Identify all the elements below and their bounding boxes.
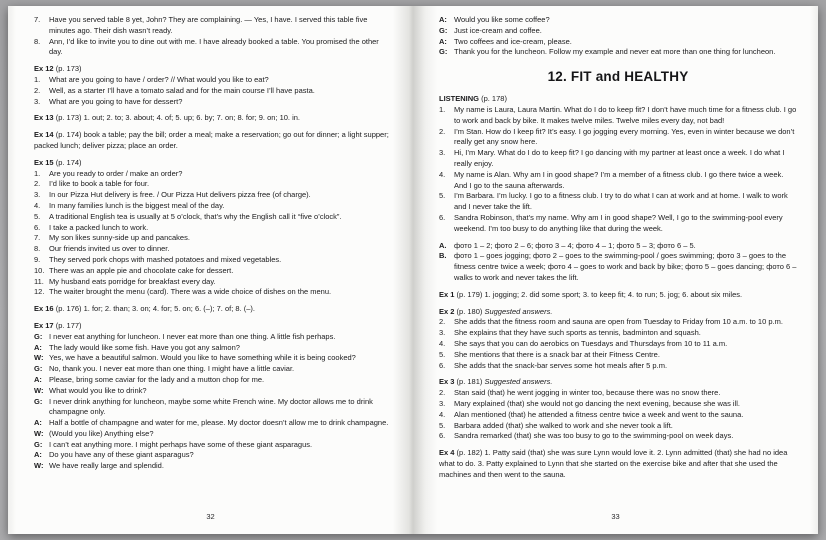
item-number: 9. bbox=[34, 254, 41, 264]
body-text: Two coffees and ice-cream, please. bbox=[454, 36, 572, 46]
list-item bbox=[34, 15, 392, 37]
speaker-label: G: bbox=[34, 331, 43, 341]
dialog-line bbox=[34, 343, 392, 354]
list-item bbox=[439, 421, 797, 432]
item-number: 4. bbox=[439, 338, 446, 348]
item-number: 2. bbox=[439, 317, 446, 327]
item-number: 12. bbox=[34, 287, 45, 297]
body-text: (p. 173) 1. out; 2. to; 3. about; 4. of; 5. up; 6. by; 7. on; 8. for; 9. on; 10. in. bbox=[53, 113, 301, 123]
bold-text: Ex 13 bbox=[34, 113, 54, 123]
list-item bbox=[439, 350, 797, 361]
body-text: She says that you can do aerobics on Tuesdays and Thursdays from 10 to 11 a.m. bbox=[454, 338, 728, 348]
item-number: 10. bbox=[34, 265, 45, 275]
body-text: We have really large and splendid. bbox=[49, 461, 164, 471]
list-item bbox=[34, 266, 392, 277]
body-text: The waiter brought the menu (card). There was a wide choice of dishes on the menu. bbox=[49, 287, 332, 297]
list-item bbox=[439, 361, 797, 372]
body-text: Sandra Robinson, that’s my name. Why am I in good shape? Well, I go to the swimming-pool every weekend. I’m too busy to do anything like that during the week. bbox=[454, 212, 783, 233]
item-number: 3. bbox=[439, 148, 446, 158]
speaker-label: G: bbox=[34, 396, 43, 406]
list-item bbox=[439, 191, 797, 213]
body-text: They served pork chops with mashed potatoes and mixed vegetables. bbox=[49, 254, 282, 264]
item-number: 4. bbox=[439, 409, 446, 419]
body-text: Thank you for the luncheon. Follow my example and never eat more than one thing for luncheon. bbox=[454, 47, 776, 57]
list-item bbox=[34, 179, 392, 190]
item-number: 6. bbox=[439, 360, 446, 370]
item-number: 1. bbox=[439, 104, 446, 114]
item-number: 4. bbox=[439, 169, 446, 179]
bold-text: Ex 3 bbox=[439, 377, 455, 387]
exercise-heading bbox=[439, 290, 797, 301]
list-item bbox=[439, 399, 797, 410]
body-text: A traditional English tea is usually at 5 o’clock, that’s why the English call it “five o’clock”. bbox=[49, 211, 342, 221]
body-text: What would you like to drink? bbox=[49, 385, 147, 395]
body-text: I can’t eat anything more. I might perhaps have some of these giant asparagus. bbox=[49, 439, 313, 449]
dialog-line bbox=[34, 353, 392, 364]
italic-text: Suggested answers. bbox=[484, 377, 553, 387]
body-text: My name is Laura, Laura Martin. What do I do to keep fit? I don’t have much time for a fitness club. I go to work and back by bike. It makes twelve miles. Twelve miles every day, not bad! bbox=[454, 104, 797, 125]
speaker-label: W: bbox=[34, 428, 44, 438]
item-number: 2. bbox=[439, 388, 446, 398]
list-item bbox=[439, 328, 797, 339]
page-number-left: 32 bbox=[206, 512, 215, 521]
list-item bbox=[34, 86, 392, 97]
list-item bbox=[34, 190, 392, 201]
body-text: Well, as a starter I’ll have a tomato salad and for the main course I’ll have pasta. bbox=[49, 85, 315, 95]
body-text: Please, bring some caviar for the lady and a mutton chop for me. bbox=[49, 374, 265, 384]
item-number: 7. bbox=[34, 233, 41, 243]
item-number: 11. bbox=[34, 276, 44, 286]
item-number: 5. bbox=[439, 420, 446, 430]
speaker-label: W: bbox=[34, 385, 44, 395]
page-right bbox=[413, 6, 818, 534]
body-text: Yes, we have a beautiful salmon. Would you like to have something while it is being cooked? bbox=[49, 353, 356, 363]
item-number: 6. bbox=[439, 212, 446, 222]
dialog-line bbox=[439, 37, 797, 48]
book-spread bbox=[8, 6, 818, 534]
speaker-label: G: bbox=[439, 47, 448, 57]
dialog-line bbox=[34, 461, 392, 472]
speaker-label: G: bbox=[34, 364, 43, 374]
exercise-heading bbox=[34, 130, 392, 152]
body-text: Would you like some coffee? bbox=[454, 15, 550, 24]
body-text: Ann, I’d like to invite you to dine out with me. I have already booked a table. You promised the other day. bbox=[49, 36, 379, 57]
body-text: (p. 178) bbox=[479, 94, 507, 104]
exercise-heading bbox=[34, 113, 392, 124]
body-text: (p. 176) 1. for; 2. than; 3. on; 4. for; 5. on; 6. (–); 7. of; 8. (–). bbox=[53, 304, 255, 314]
bold-text: Ex 16 bbox=[34, 304, 54, 314]
speaker-label: W: bbox=[34, 461, 44, 471]
list-item bbox=[34, 75, 392, 86]
body-text: фото 1 – 2; фото 2 – 6; фото 3 – 4; фото 4 – 1; фото 5 – 3; фото 6 – 5. bbox=[454, 240, 696, 250]
dialog-line bbox=[34, 375, 392, 386]
list-item bbox=[34, 233, 392, 244]
exercise-heading bbox=[34, 64, 392, 75]
bold-text: Ex 2 bbox=[439, 306, 455, 316]
bold-text: Ex 4 bbox=[439, 448, 455, 458]
body-text: I’d like to book a table for four. bbox=[49, 179, 150, 189]
body-text: Stan said (that) he went jogging in winter too, because there was no snow there. bbox=[454, 388, 721, 398]
item-number: 1. bbox=[34, 74, 41, 84]
dialog-line bbox=[34, 440, 392, 451]
body-text: I never eat anything for luncheon. I never eat more than one thing. A little fish perhaps. bbox=[49, 331, 336, 341]
exercise-heading bbox=[34, 321, 392, 332]
body-text: In our Pizza Hut delivery is free. / Our Pizza Hut delivers pizza free (of charge). bbox=[49, 190, 311, 200]
body-text: Have you served table 8 yet, John? They are complaining. — Yes, I have. I served this table five minutes ago. Their dish wasn’t ready. bbox=[49, 15, 368, 35]
dialog-line bbox=[34, 332, 392, 343]
page-left-content bbox=[34, 15, 392, 472]
body-text: She explains that they have such sports as tennis, badminton and squash. bbox=[454, 328, 701, 338]
body-text: What are you going to have for dessert? bbox=[49, 96, 183, 106]
list-item bbox=[439, 388, 797, 399]
bold-text: Ex 15 bbox=[34, 157, 54, 167]
exercise-heading bbox=[34, 304, 392, 315]
list-item bbox=[34, 97, 392, 108]
bold-text: Ex 14 bbox=[34, 130, 54, 140]
body-text: She adds that the fitness room and sauna are open from Tuesday to Friday from 10 a.m. to 10 p.m. bbox=[454, 317, 783, 327]
speaker-label: B. bbox=[439, 251, 447, 261]
list-item bbox=[439, 127, 797, 149]
body-text: (p. 173) bbox=[53, 64, 82, 74]
body-text: Half a bottle of champagne and water for me, please. My doctor doesn’t allow me to drink champagne. bbox=[49, 418, 389, 428]
body-text: (Would you like) Anything else? bbox=[49, 428, 154, 438]
body-text: My name is Alan. Why am I in good shape? I’m a member of a fitness club. I go there twice a week. And I go to the sauna afterwards. bbox=[454, 169, 784, 190]
body-text: Barbara added (that) she walked to work and she never took a lift. bbox=[454, 420, 673, 430]
list-item bbox=[439, 213, 797, 235]
item-number: 7. bbox=[34, 15, 41, 24]
body-text: (p. 177) bbox=[53, 320, 82, 330]
list-item bbox=[34, 212, 392, 223]
list-item bbox=[439, 339, 797, 350]
page-left bbox=[8, 6, 413, 534]
list-item bbox=[439, 170, 797, 192]
dialog-line bbox=[439, 47, 797, 58]
item-number: 6. bbox=[439, 431, 446, 441]
item-number: 8. bbox=[34, 244, 41, 254]
body-text: фото 1 – goes jogging; фото 2 – goes to the swimming-pool / goes swimming; фото 3 – goes to the fitness centre twice a week; фото 4 – goes to work and back by bike; фото 5 – goes dancing; фото 6 – walks to work and never takes the lift. bbox=[454, 251, 797, 282]
list-item bbox=[34, 277, 392, 288]
body-text: Are you ready to order / make an order? bbox=[49, 168, 183, 178]
body-text: (p. 174) bbox=[53, 157, 82, 167]
item-number: 2. bbox=[439, 126, 446, 136]
body-text: I never drink anything for luncheon, maybe some white French wine. My doctor allows me to drink champagne only. bbox=[49, 396, 373, 417]
item-number: 3. bbox=[34, 96, 41, 106]
body-text: There was an apple pie and chocolate cake for dessert. bbox=[49, 265, 234, 275]
item-number: 1. bbox=[34, 168, 41, 178]
item-number: 8. bbox=[34, 36, 41, 46]
item-number: 3. bbox=[439, 398, 446, 408]
item-number: 6. bbox=[34, 222, 41, 232]
body-text: No, thank you. I never eat more than one thing. I might have a little caviar. bbox=[49, 364, 295, 374]
list-item bbox=[439, 431, 797, 442]
list-item bbox=[34, 244, 392, 255]
dialog-line bbox=[439, 15, 797, 26]
bold-text: Ex 17 bbox=[34, 320, 54, 330]
body-text: She mentions that there is a snack bar at their Fitness Centre. bbox=[454, 349, 660, 359]
body-text: Just ice-cream and coffee. bbox=[454, 25, 542, 35]
speaker-label: A: bbox=[34, 450, 42, 460]
body-text: 12. FIT and HEALTHY bbox=[547, 69, 689, 85]
item-number: 5. bbox=[439, 349, 446, 359]
page-right-content bbox=[439, 15, 797, 480]
body-text: (p. 174) book a table; pay the bill; order a meal; make a reservation; go out for dinner; a light supper; packed lunch; deliver pizza; place an order. bbox=[34, 130, 389, 150]
speaker-label: G: bbox=[439, 25, 448, 35]
list-item bbox=[439, 317, 797, 328]
body-text: Do you have any of these giant asparagus? bbox=[49, 450, 194, 460]
body-text: (p. 181) bbox=[454, 377, 485, 387]
dialog-line bbox=[34, 418, 392, 429]
list-item bbox=[439, 410, 797, 421]
dialog-line bbox=[34, 397, 392, 419]
list-item bbox=[34, 255, 392, 266]
body-text: Our friends invited us over to dinner. bbox=[49, 244, 170, 254]
body-text: Hi, I’m Mary. What do I do to keep fit? I go dancing with my partner at least once a week. I do what I really enjoy. bbox=[454, 148, 785, 168]
body-text: I’m Barbara. I’m lucky. I go to a fitness club. I try to do what I can at work and at home. I walk to work and I never take the lift. bbox=[454, 191, 788, 212]
exercise-heading bbox=[439, 448, 797, 480]
list-item bbox=[34, 223, 392, 234]
bold-text: LISTENING bbox=[439, 94, 480, 104]
exercise-heading bbox=[439, 377, 797, 388]
dialog-line bbox=[34, 450, 392, 461]
page-number-right: 33 bbox=[611, 512, 620, 521]
list-item bbox=[34, 201, 392, 212]
body-text: She adds that the snack-bar serves some hot meals after 5 p.m. bbox=[454, 360, 668, 370]
speaker-label: A: bbox=[34, 342, 42, 352]
speaker-label: A: bbox=[439, 15, 447, 24]
speaker-label: A: bbox=[34, 374, 42, 384]
exercise-heading bbox=[34, 158, 392, 169]
body-text: My son likes sunny-side up and pancakes. bbox=[49, 233, 190, 243]
item-number: 5. bbox=[439, 191, 446, 201]
list-item bbox=[439, 105, 797, 127]
list-item bbox=[34, 169, 392, 180]
chapter-heading bbox=[439, 69, 797, 85]
body-text: (p. 182) 1. Patty said (that) she was sure Lynn would love it. 2. Lynn admitted (that) she had no idea what to do. 3. Patty explained to Lynn that she started on the exercise bike and after that she used the machines and then went to the sauna. bbox=[439, 448, 788, 479]
body-text: The lady would like some fish. Have you got any salmon? bbox=[49, 342, 240, 352]
dialog-line bbox=[34, 386, 392, 397]
speaker-label: W: bbox=[34, 353, 44, 363]
item-number: 5. bbox=[34, 211, 41, 221]
item-number: 3. bbox=[34, 190, 41, 200]
body-text: Alan mentioned (that) he attended a fitness centre twice a week and went to the sauna. bbox=[454, 409, 744, 419]
list-item bbox=[439, 148, 797, 170]
list-item bbox=[34, 287, 392, 298]
section-heading bbox=[439, 94, 797, 105]
dialog-line bbox=[34, 429, 392, 440]
body-text: In many families lunch is the biggest meal of the day. bbox=[49, 200, 225, 210]
speaker-label: A: bbox=[34, 418, 42, 428]
speaker-label: A: bbox=[439, 36, 447, 46]
exercise-heading bbox=[439, 307, 797, 318]
speaker-label: G: bbox=[34, 439, 43, 449]
dialog-line bbox=[34, 364, 392, 375]
dialog-line bbox=[439, 26, 797, 37]
bold-text: Ex 12 bbox=[34, 64, 54, 74]
body-text: (p. 179) 1. jogging; 2. did some sport; 3. to keep fit; 4. to run; 5. jog; 6. about six miles. bbox=[454, 289, 743, 299]
item-number: 4. bbox=[34, 200, 41, 210]
bold-text: Ex 1 bbox=[439, 289, 455, 299]
item-number: 2. bbox=[34, 179, 41, 189]
item-number: 3. bbox=[439, 328, 446, 338]
answer-key-line bbox=[439, 251, 797, 283]
item-number: 2. bbox=[34, 85, 41, 95]
italic-text: Suggested answers. bbox=[484, 306, 553, 316]
body-text: I take a packed lunch to work. bbox=[49, 222, 149, 232]
answer-key-line bbox=[439, 241, 797, 252]
body-text: My husband eats porridge for breakfast every day. bbox=[49, 276, 216, 286]
body-text: (p. 180) bbox=[454, 306, 485, 316]
body-text: Sandra remarked (that) she was too busy to go to the swimming-pool on week days. bbox=[454, 431, 734, 441]
body-text: What are you going to have / order? // What would you like to eat? bbox=[49, 74, 269, 84]
body-text: Mary explained (that) she would not go dancing the next evening, because she was ill. bbox=[454, 398, 741, 408]
list-item bbox=[34, 37, 392, 59]
speaker-label: A. bbox=[439, 240, 447, 250]
body-text: I’m Stan. How do I keep fit? It’s easy. I go jogging every morning. Yes, even in winter because we don’t really get any snow here. bbox=[454, 126, 795, 147]
